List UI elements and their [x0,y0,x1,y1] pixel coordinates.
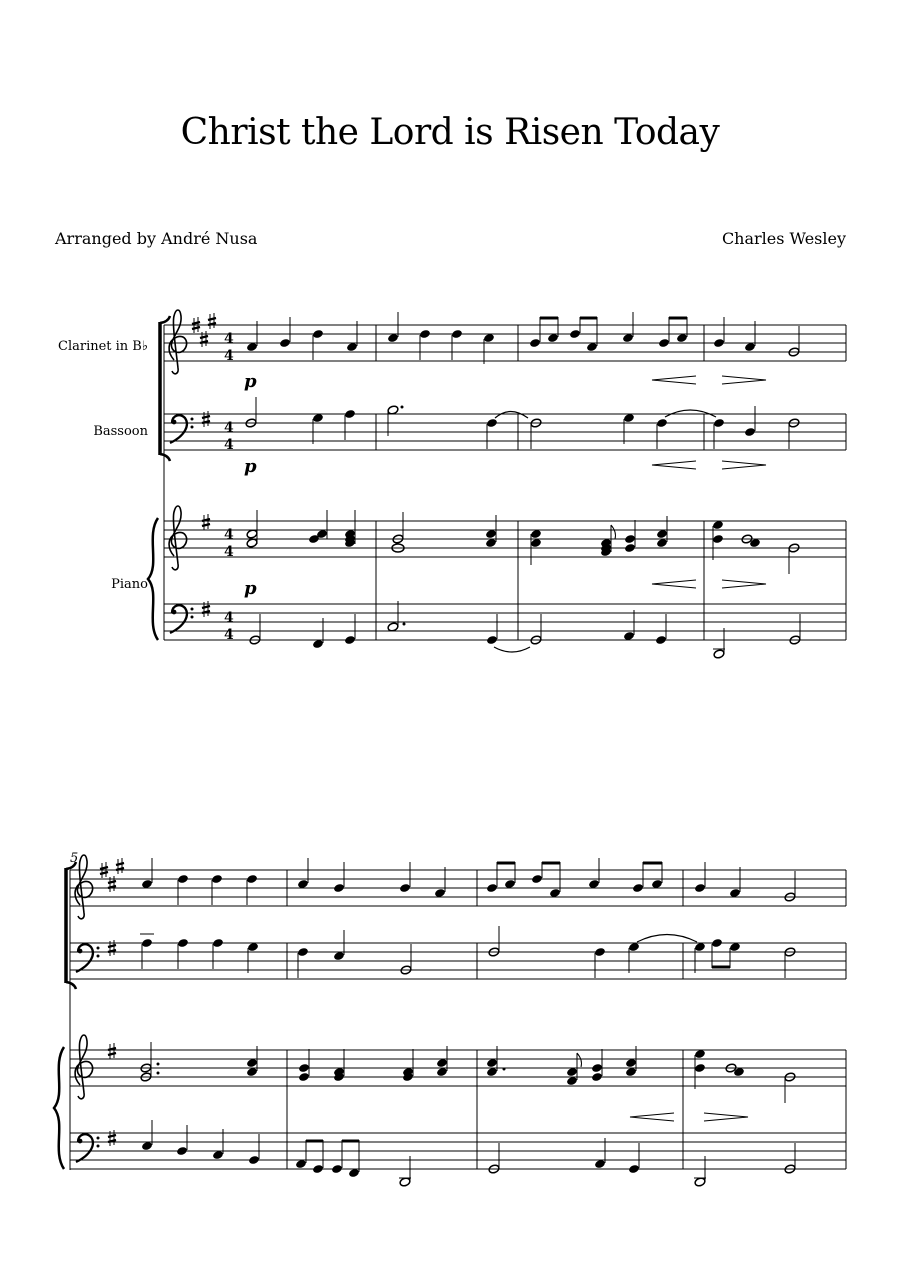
system-2 [54,851,846,1187]
score-title: Christ the Lord is Risen Today [180,112,720,153]
instrument-label-clarinet: Clarinet in B♭ [58,339,148,354]
time-sig-bottom: 4 [224,544,234,560]
clarinet-staff-2 [70,855,846,919]
clarinet-staff [164,310,846,392]
piano-bass-staff-2 [70,1120,846,1187]
dynamic-bassoon: p [244,456,257,477]
time-sig-top: 4 [224,527,234,543]
system-1 [148,310,846,659]
composer-credit: Charles Wesley [721,229,846,248]
time-sig-top: 4 [224,331,234,347]
time-sig-bottom: 4 [224,437,234,453]
dynamic-piano: p [244,578,257,599]
instrument-label-bassoon: Bassoon [93,424,148,439]
time-sig-bottom: 4 [224,627,234,643]
dynamic-clarinet: p [244,371,257,392]
arranger-credit: Arranged by André Nusa [55,229,258,248]
measure-number: 5 [70,851,79,866]
time-sig-bottom: 4 [224,348,234,364]
time-sig-top: 4 [224,420,234,436]
bassoon-staff-2 [70,926,846,979]
time-sig-top: 4 [224,610,234,626]
instrument-label-piano: Piano [111,577,148,592]
piano-treble-staff [164,506,846,640]
bassoon-staff [164,397,846,477]
piano-bass-staff [164,601,846,659]
